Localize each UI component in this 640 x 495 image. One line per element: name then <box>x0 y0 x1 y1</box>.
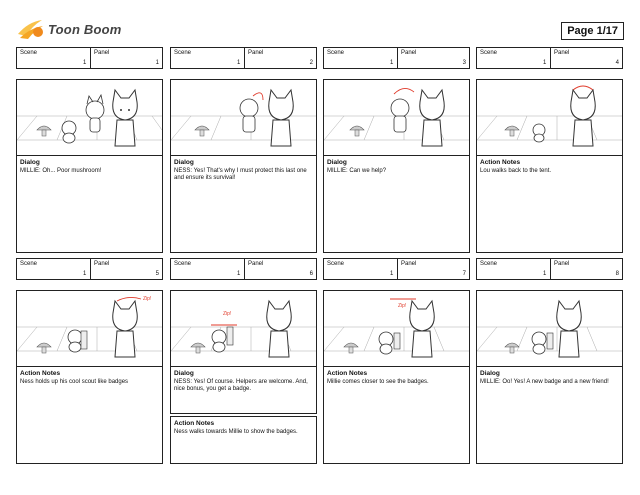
ness-sketch <box>212 327 233 352</box>
sfx-label: Zip! <box>223 311 232 317</box>
scene-label: Scene <box>327 261 345 267</box>
panel-number: 1 <box>155 60 159 66</box>
panel-header <box>170 258 317 280</box>
motion-arrow <box>394 88 414 94</box>
ness-sketch <box>68 330 87 352</box>
panel-header <box>476 47 623 69</box>
note-text: NESS: Yes! That's why I must protect this last one and ensure its survival! <box>174 168 307 181</box>
note-text: MILLIE: Can we help? <box>327 168 387 174</box>
toon-boom-logo <box>16 16 122 42</box>
panel-header <box>16 258 163 280</box>
scene-sketch <box>17 80 162 162</box>
note-text: NESS: Yes! Of course. Helpers are welcome. And, nice bonus, you get a badge. <box>174 379 308 392</box>
panel-label: Panel <box>401 50 417 56</box>
millie-sketch <box>113 301 138 357</box>
note-title: Action Notes <box>20 370 61 377</box>
scene-label: Scene <box>20 50 38 56</box>
panel-image <box>16 290 163 374</box>
millie-sketch <box>557 301 582 357</box>
badge-sash <box>394 333 400 349</box>
note-title: Action Notes <box>327 370 368 377</box>
scene-label: Scene <box>174 50 192 56</box>
ness-sketch <box>62 121 76 143</box>
scene-number: 1 <box>237 271 241 277</box>
notes-box <box>170 366 317 414</box>
millie-sketch <box>420 90 445 146</box>
ness-sketch <box>532 332 553 354</box>
note-text: Ness holds up his cool scout like badges <box>20 379 129 385</box>
ness-sketch <box>240 99 258 132</box>
note-title: Dialog <box>174 370 194 377</box>
sfx-label: Zip! <box>143 296 152 302</box>
mushroom-sketch <box>344 343 358 353</box>
panel-label: Panel <box>248 50 264 56</box>
scene-sketch <box>17 291 162 373</box>
comet-icon <box>16 16 46 42</box>
panel-number: 8 <box>615 271 619 277</box>
panel-header <box>170 47 317 69</box>
scene-label: Scene <box>480 261 498 267</box>
scene-number: 1 <box>237 60 241 66</box>
scene-number: 1 <box>543 60 547 66</box>
notes-box <box>16 155 163 253</box>
badge-sash <box>81 331 87 349</box>
scene-number: 1 <box>543 271 547 277</box>
scene-number: 1 <box>83 271 87 277</box>
panel-header <box>16 47 163 69</box>
panel-header <box>323 47 470 69</box>
panel-label: Panel <box>94 50 110 56</box>
panel-header <box>323 258 470 280</box>
badge-sash <box>547 333 553 349</box>
page-indicator <box>561 22 624 40</box>
scene-label: Scene <box>174 261 192 267</box>
panel-label: Panel <box>94 261 110 267</box>
panel-label: Panel <box>554 50 570 56</box>
panel-label: Panel <box>554 261 570 267</box>
badge-sash <box>227 327 233 345</box>
scene-sketch <box>477 80 622 162</box>
panel-label: Panel <box>401 261 417 267</box>
note-text: Ness walks towards Millie to show the badges. <box>174 429 298 435</box>
note-text: Millie comes closer to see the badges. <box>327 379 429 385</box>
brand-name: Toon Boom <box>48 21 122 37</box>
notes-box <box>476 366 623 464</box>
panel-number: 5 <box>155 271 159 277</box>
panel-image <box>323 79 470 163</box>
scene-number: 1 <box>83 60 87 66</box>
millie-sketch <box>113 90 138 146</box>
note-title: Dialog <box>20 159 40 166</box>
panel-image <box>323 290 470 374</box>
scene-number: 1 <box>390 60 394 66</box>
panel-header <box>476 258 623 280</box>
mushroom-sketch <box>505 343 519 353</box>
ness-sketch <box>533 124 545 142</box>
scene-sketch <box>324 80 469 162</box>
notes-box <box>170 155 317 253</box>
scene-sketch <box>324 291 469 373</box>
note-text: MILLIE: Oh... Poor mushroom! <box>20 168 102 174</box>
note-title: Action Notes <box>174 420 215 427</box>
millie-sketch <box>267 301 292 357</box>
note-title: Action Notes <box>480 159 521 166</box>
notes-box <box>323 155 470 253</box>
notes-box <box>16 366 163 464</box>
scene-label: Scene <box>327 50 345 56</box>
page-label: Page <box>567 25 594 37</box>
scene-sketch <box>171 80 316 162</box>
scene-number: 1 <box>390 271 394 277</box>
note-title: Dialog <box>174 159 194 166</box>
panel-number: 2 <box>309 60 313 66</box>
scene-sketch <box>171 291 316 373</box>
mushroom-sketch <box>191 343 205 353</box>
mushroom-sketch <box>350 126 364 136</box>
panel-image <box>170 79 317 163</box>
mushroom-sketch <box>195 126 209 136</box>
scene-label: Scene <box>20 261 38 267</box>
panel-image <box>16 79 163 163</box>
mushroom-sketch <box>37 126 51 136</box>
motion-arrow <box>573 86 593 90</box>
millie-sketch <box>269 90 294 146</box>
page-number: 1/17 <box>596 25 618 37</box>
panel-label: Panel <box>248 261 264 267</box>
scene-label: Scene <box>480 50 498 56</box>
motion-arrow <box>253 93 263 100</box>
panel-number: 7 <box>462 271 466 277</box>
notes-box <box>170 416 317 464</box>
lou-sketch <box>391 99 409 132</box>
panel-number: 4 <box>615 60 619 66</box>
ness-sketch <box>379 332 400 354</box>
lou-sketch <box>86 95 104 132</box>
note-text: Lou walks back to the tent. <box>480 168 552 174</box>
note-title: Dialog <box>480 370 500 377</box>
panel-image <box>476 290 623 374</box>
motion-arrow <box>117 297 141 301</box>
note-text: MILLIE: Oo! Yes! A new badge and a new friend! <box>480 379 609 385</box>
notes-box <box>323 366 470 464</box>
mushroom-sketch <box>37 343 51 353</box>
millie-sketch <box>571 90 596 146</box>
mushroom-sketch <box>505 126 519 136</box>
note-title: Dialog <box>327 159 347 166</box>
panel-image <box>170 290 317 374</box>
panel-number: 3 <box>462 60 466 66</box>
sfx-label: Zip! <box>398 303 407 309</box>
panel-image <box>476 79 623 163</box>
notes-box <box>476 155 623 253</box>
panel-number: 6 <box>309 271 313 277</box>
scene-sketch <box>477 291 622 373</box>
millie-sketch <box>410 301 435 357</box>
